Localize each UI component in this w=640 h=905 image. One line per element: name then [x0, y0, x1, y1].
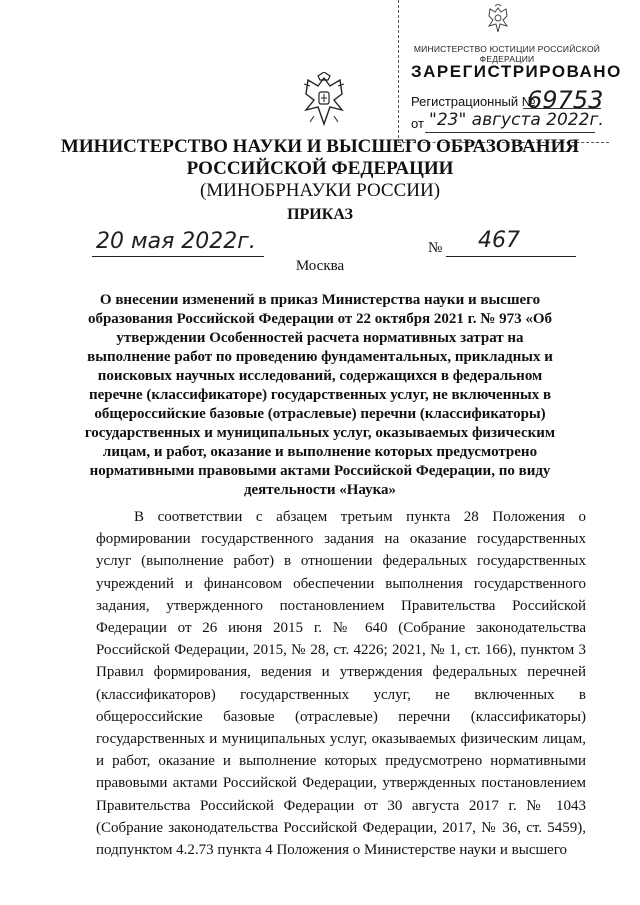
stamp-regnum-value: 69753 [527, 86, 604, 114]
ministry-short-name: (МИНОБРНАУКИ РОССИИ) [199, 180, 441, 201]
document-type-title: ПРИКАЗ [287, 206, 353, 223]
order-number-underline [446, 256, 576, 257]
coat-of-arms-icon [300, 72, 348, 130]
ministry-name-line-1: МИНИСТЕРСТВО НАУКИ И ВЫСШЕГО ОБРАЗОВАНИЯ [60, 136, 580, 157]
body-paragraph: В соответствии с абзацем третьим пункта 28 Положения о формировании государственного задания на оказание государственных услуг (выполнение работ) в отношении федеральных государственных учреждений и финансовом обеспечении выполнения государственного задания, утвержденного постановлением Правительства Российской Федерации от 26 июня 2015 г. № 640 (Собрание законодательства Российской Федерации, 2015, № 28, ст. 4226; 2021, № 1, ст. 166), пунктом 3 Правил формирования, ведения и утверждения федеральных перечней (классификаторов) государственных услуг, не включенных в общероссийские базовые (отраслевые) перечни (классификаторы) государственных и муниципальных услуг, оказываемых физическим лицам, и работ, оказание и выполнение которых предусмотрено нормативными правовыми актами Российской Федерации, утвержденных постановлением Правительства Российской Федерации от 30 августа 2017 г. № 1043 (Собрание законодательства Российской Федерации, 2017, № 36, ст. 5459), подпунктом 4.2.73 пункта 4 Положения о Министерстве науки и высшего [96, 509, 586, 859]
stamp-date-prefix: от [411, 116, 424, 131]
registration-stamp [398, 0, 622, 143]
stamp-ministry-name: МИНИСТЕРСТВО ЮСТИЦИИ РОССИЙСКОЙ ФЕДЕРАЦИИ [413, 44, 601, 64]
stamp-registered-label: ЗАРЕГИСТРИРОВАНО [411, 62, 622, 81]
stamp-coat-of-arms-icon [485, 4, 511, 36]
order-date-handwritten: 20 мая 2022г. [96, 229, 256, 254]
stamp-regnum-label: Регистрационный № [411, 94, 536, 109]
order-number-handwritten: 467 [478, 228, 520, 253]
stamp-regnum-underline [523, 108, 601, 109]
stamp-date-underline [425, 132, 595, 133]
order-date-underline [92, 256, 264, 257]
stamp-date-value: "23" августа 2022г. [429, 110, 604, 130]
city: Москва [295, 258, 345, 274]
order-number-label: № [428, 240, 443, 256]
ministry-name-line-2: РОССИЙСКОЙ ФЕДЕРАЦИИ [186, 158, 454, 179]
order-subject-heading: О внесении изменений в приказ Министерства науки и высшего образования Российской Федерации от 22 октября 2021 г. № 973 «Об утверждении Особенностей расчета нормативных затрат на выполнение работ по проведению фундаментальных, прикладных и поисковых научных исследований, содержащихся в федеральном перечне (классификаторе) государственных услуг, не включенных в общероссийские базовые (отраслевые) перечни (классификаторы) государственных и муниципальных услуг, оказываемых физическим лицам, и работ, оказание и выполнение которых предусмотрено нормативными правовыми актами Российской Федерации, по виду деятельности «Наука» [84, 292, 556, 498]
